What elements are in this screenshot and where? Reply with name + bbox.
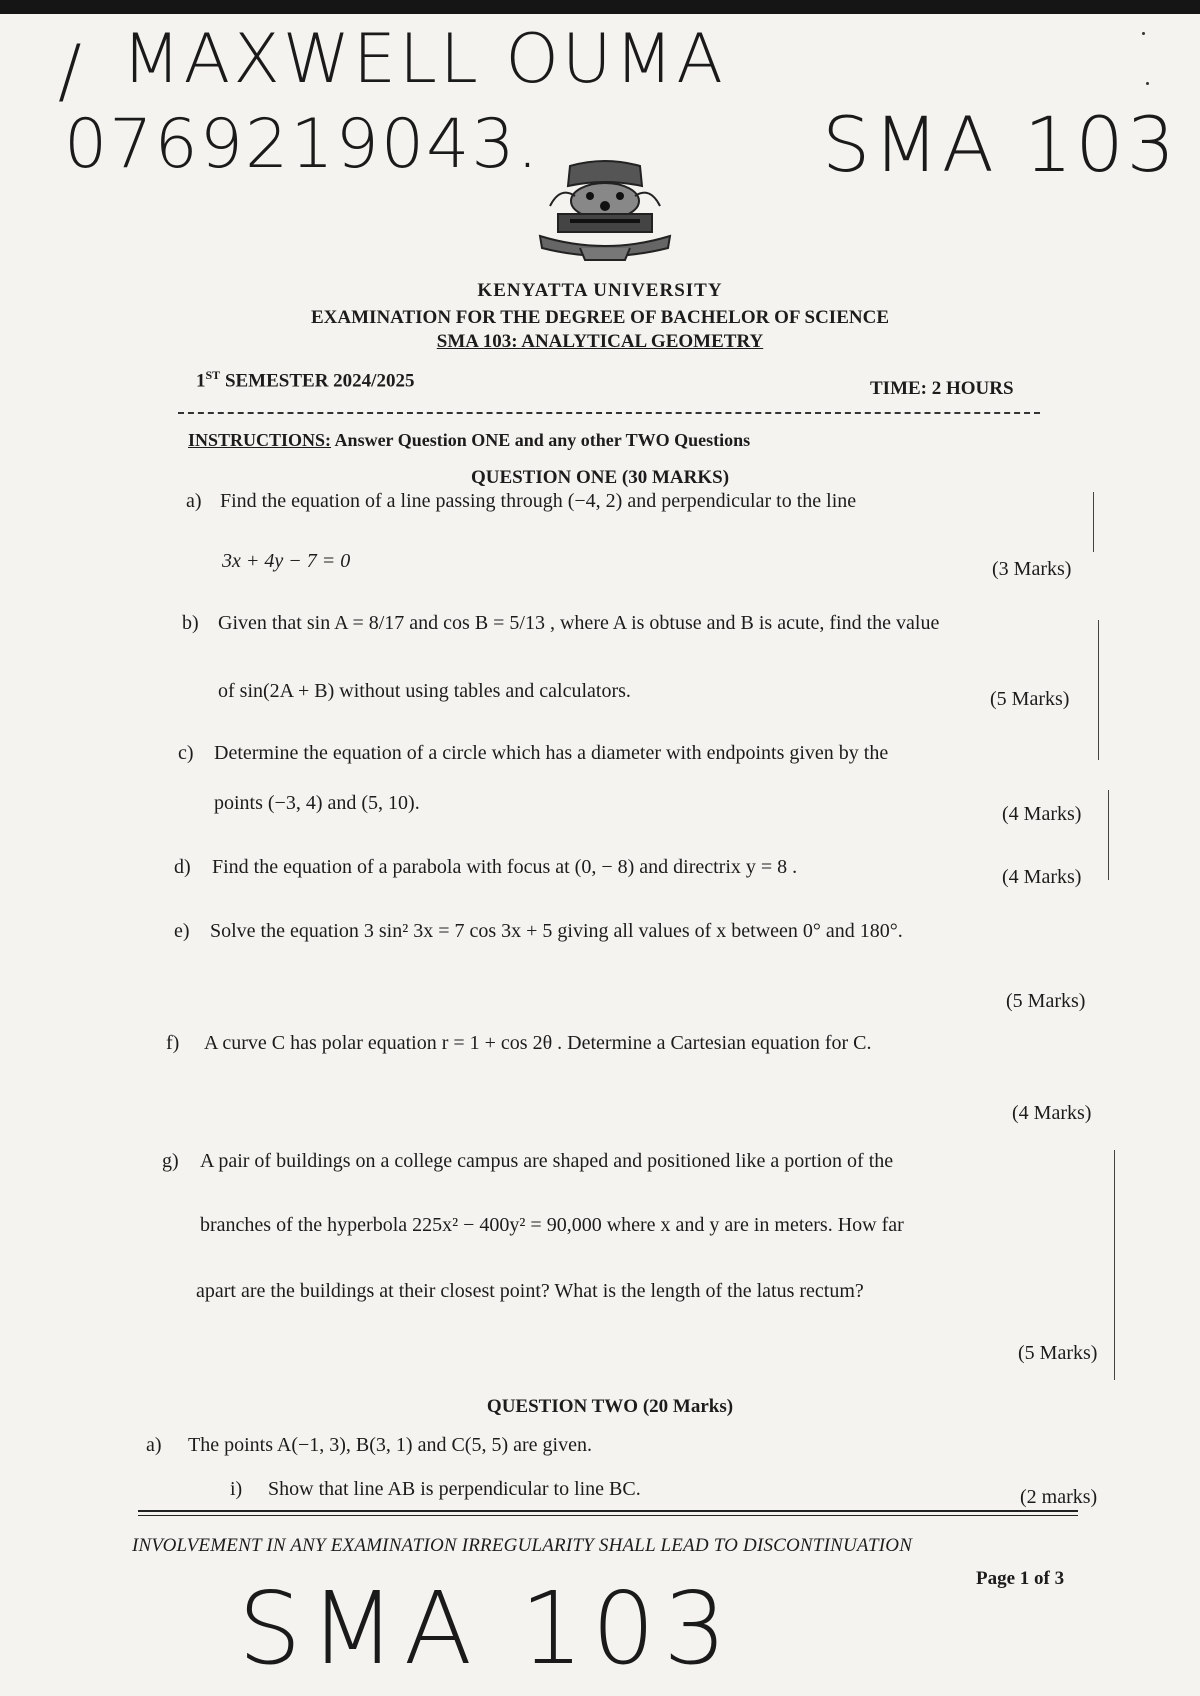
question-one-heading: QUESTION ONE (30 MARKS) [470, 467, 730, 488]
handwritten-slash: / [58, 30, 84, 112]
semester-ordinal: ST [205, 368, 221, 382]
exam-duration: TIME: 2 HOURS [870, 378, 1014, 399]
q1d-marks: (4 Marks) [1002, 866, 1082, 888]
footer-rule-thin [138, 1515, 1078, 1516]
header-divider [178, 412, 1040, 414]
q1f-line1: A curve C has polar equation r = 1 + cos 2θ . Determine a Cartesian equation for C. [204, 1032, 872, 1054]
semester-label [196, 368, 414, 392]
q2ai-marks: (2 marks) [1020, 1486, 1098, 1508]
q1g-line1: A pair of buildings on a college campus are shaped and positioned like a portion of the [200, 1150, 894, 1172]
q1c-letter: c) [178, 742, 194, 764]
q1e-line1: Solve the equation 3 sin² 3x = 7 cos 3x + 5 giving all values of x between 0° and 180°. [210, 920, 903, 942]
q1f-marks: (4 Marks) [1012, 1102, 1092, 1124]
scan-speck [1142, 32, 1145, 35]
scan-margin-line [1114, 1150, 1115, 1380]
q2ai-line1: Show that line AB is perpendicular to line BC. [268, 1478, 641, 1500]
q1g-marks: (5 Marks) [1018, 1342, 1098, 1364]
q1a-line2: 3x + 4y − 7 = 0 [222, 550, 351, 572]
exam-title: EXAMINATION FOR THE DEGREE OF BACHELOR OF SCIENCE [311, 307, 889, 328]
footer-rule [138, 1510, 1078, 1512]
handwritten-phone: 0769219043. [64, 105, 541, 184]
q1b-letter: b) [182, 612, 199, 634]
instructions-text: Answer Question ONE and any other TWO Questions [331, 430, 751, 450]
q1e-letter: e) [174, 920, 190, 942]
q2ai-numeral: i) [230, 1478, 243, 1500]
q1d-line1: Find the equation of a parabola with focus at (0, − 8) and directrix y = 8 . [212, 856, 798, 878]
scan-margin-line [1108, 790, 1109, 880]
scan-margin-line [1098, 620, 1099, 760]
q2a-line1: The points A(−1, 3), B(3, 1) and C(5, 5) are given. [188, 1434, 592, 1456]
q2a-letter: a) [146, 1434, 162, 1456]
page-number: Page 1 of 3 [976, 1568, 1065, 1589]
q1c-line1: Determine the equation of a circle which has a diameter with endpoints given by the [214, 742, 889, 764]
handwritten-course-code-top: SMA 103 [822, 100, 1179, 189]
q1f-letter: f) [166, 1032, 180, 1054]
semester-number: 1 [196, 370, 206, 392]
instructions [188, 430, 750, 451]
university-crest-logo [530, 156, 680, 266]
q1g-line3: apart are the buildings at their closest point? What is the length of the latus rectum? [196, 1280, 864, 1302]
q1g-line2: branches of the hyperbola 225x² − 400y² = 90,000 where x and y are in meters. How far [200, 1214, 904, 1236]
handwritten-name: MAXWELL OUMA [122, 20, 726, 99]
q1b-marks: (5 Marks) [990, 688, 1070, 710]
handwritten-course-code-bottom: SMA 103 [238, 1570, 735, 1687]
scan-top-edge [0, 0, 1200, 14]
q1g-letter: g) [162, 1150, 179, 1172]
q1e-marks: (5 Marks) [1006, 990, 1086, 1012]
q1a-line1: Find the equation of a line passing through (−4, 2) and perpendicular to the line [220, 490, 857, 512]
q1b-line2: of sin(2A + B) without using tables and calculators. [218, 680, 631, 702]
q1c-marks: (4 Marks) [1002, 803, 1082, 825]
scan-margin-line [1093, 492, 1094, 552]
q1b-line1: Given that sin A = 8/17 and cos B = 5/13 , where A is obtuse and B is acute, find the value [218, 612, 940, 634]
scan-speck [1146, 82, 1149, 85]
university-name: KENYATTA UNIVERSITY [477, 280, 723, 301]
irregularity-warning: INVOLVEMENT IN ANY EXAMINATION IRREGULARITY SHALL LEAD TO DISCONTINUATION [132, 1535, 913, 1556]
q1a-marks: (3 Marks) [992, 558, 1072, 580]
q1a-letter: a) [186, 490, 202, 512]
question-two-heading: QUESTION TWO (20 Marks) [486, 1396, 734, 1417]
q1d-letter: d) [174, 856, 191, 878]
course-title: SMA 103: ANALYTICAL GEOMETRY [436, 331, 764, 352]
semester-text: SEMESTER 2024/2025 [220, 370, 415, 392]
instructions-label: INSTRUCTIONS: [188, 430, 332, 450]
q1c-line2: points (−3, 4) and (5, 10). [214, 792, 420, 814]
